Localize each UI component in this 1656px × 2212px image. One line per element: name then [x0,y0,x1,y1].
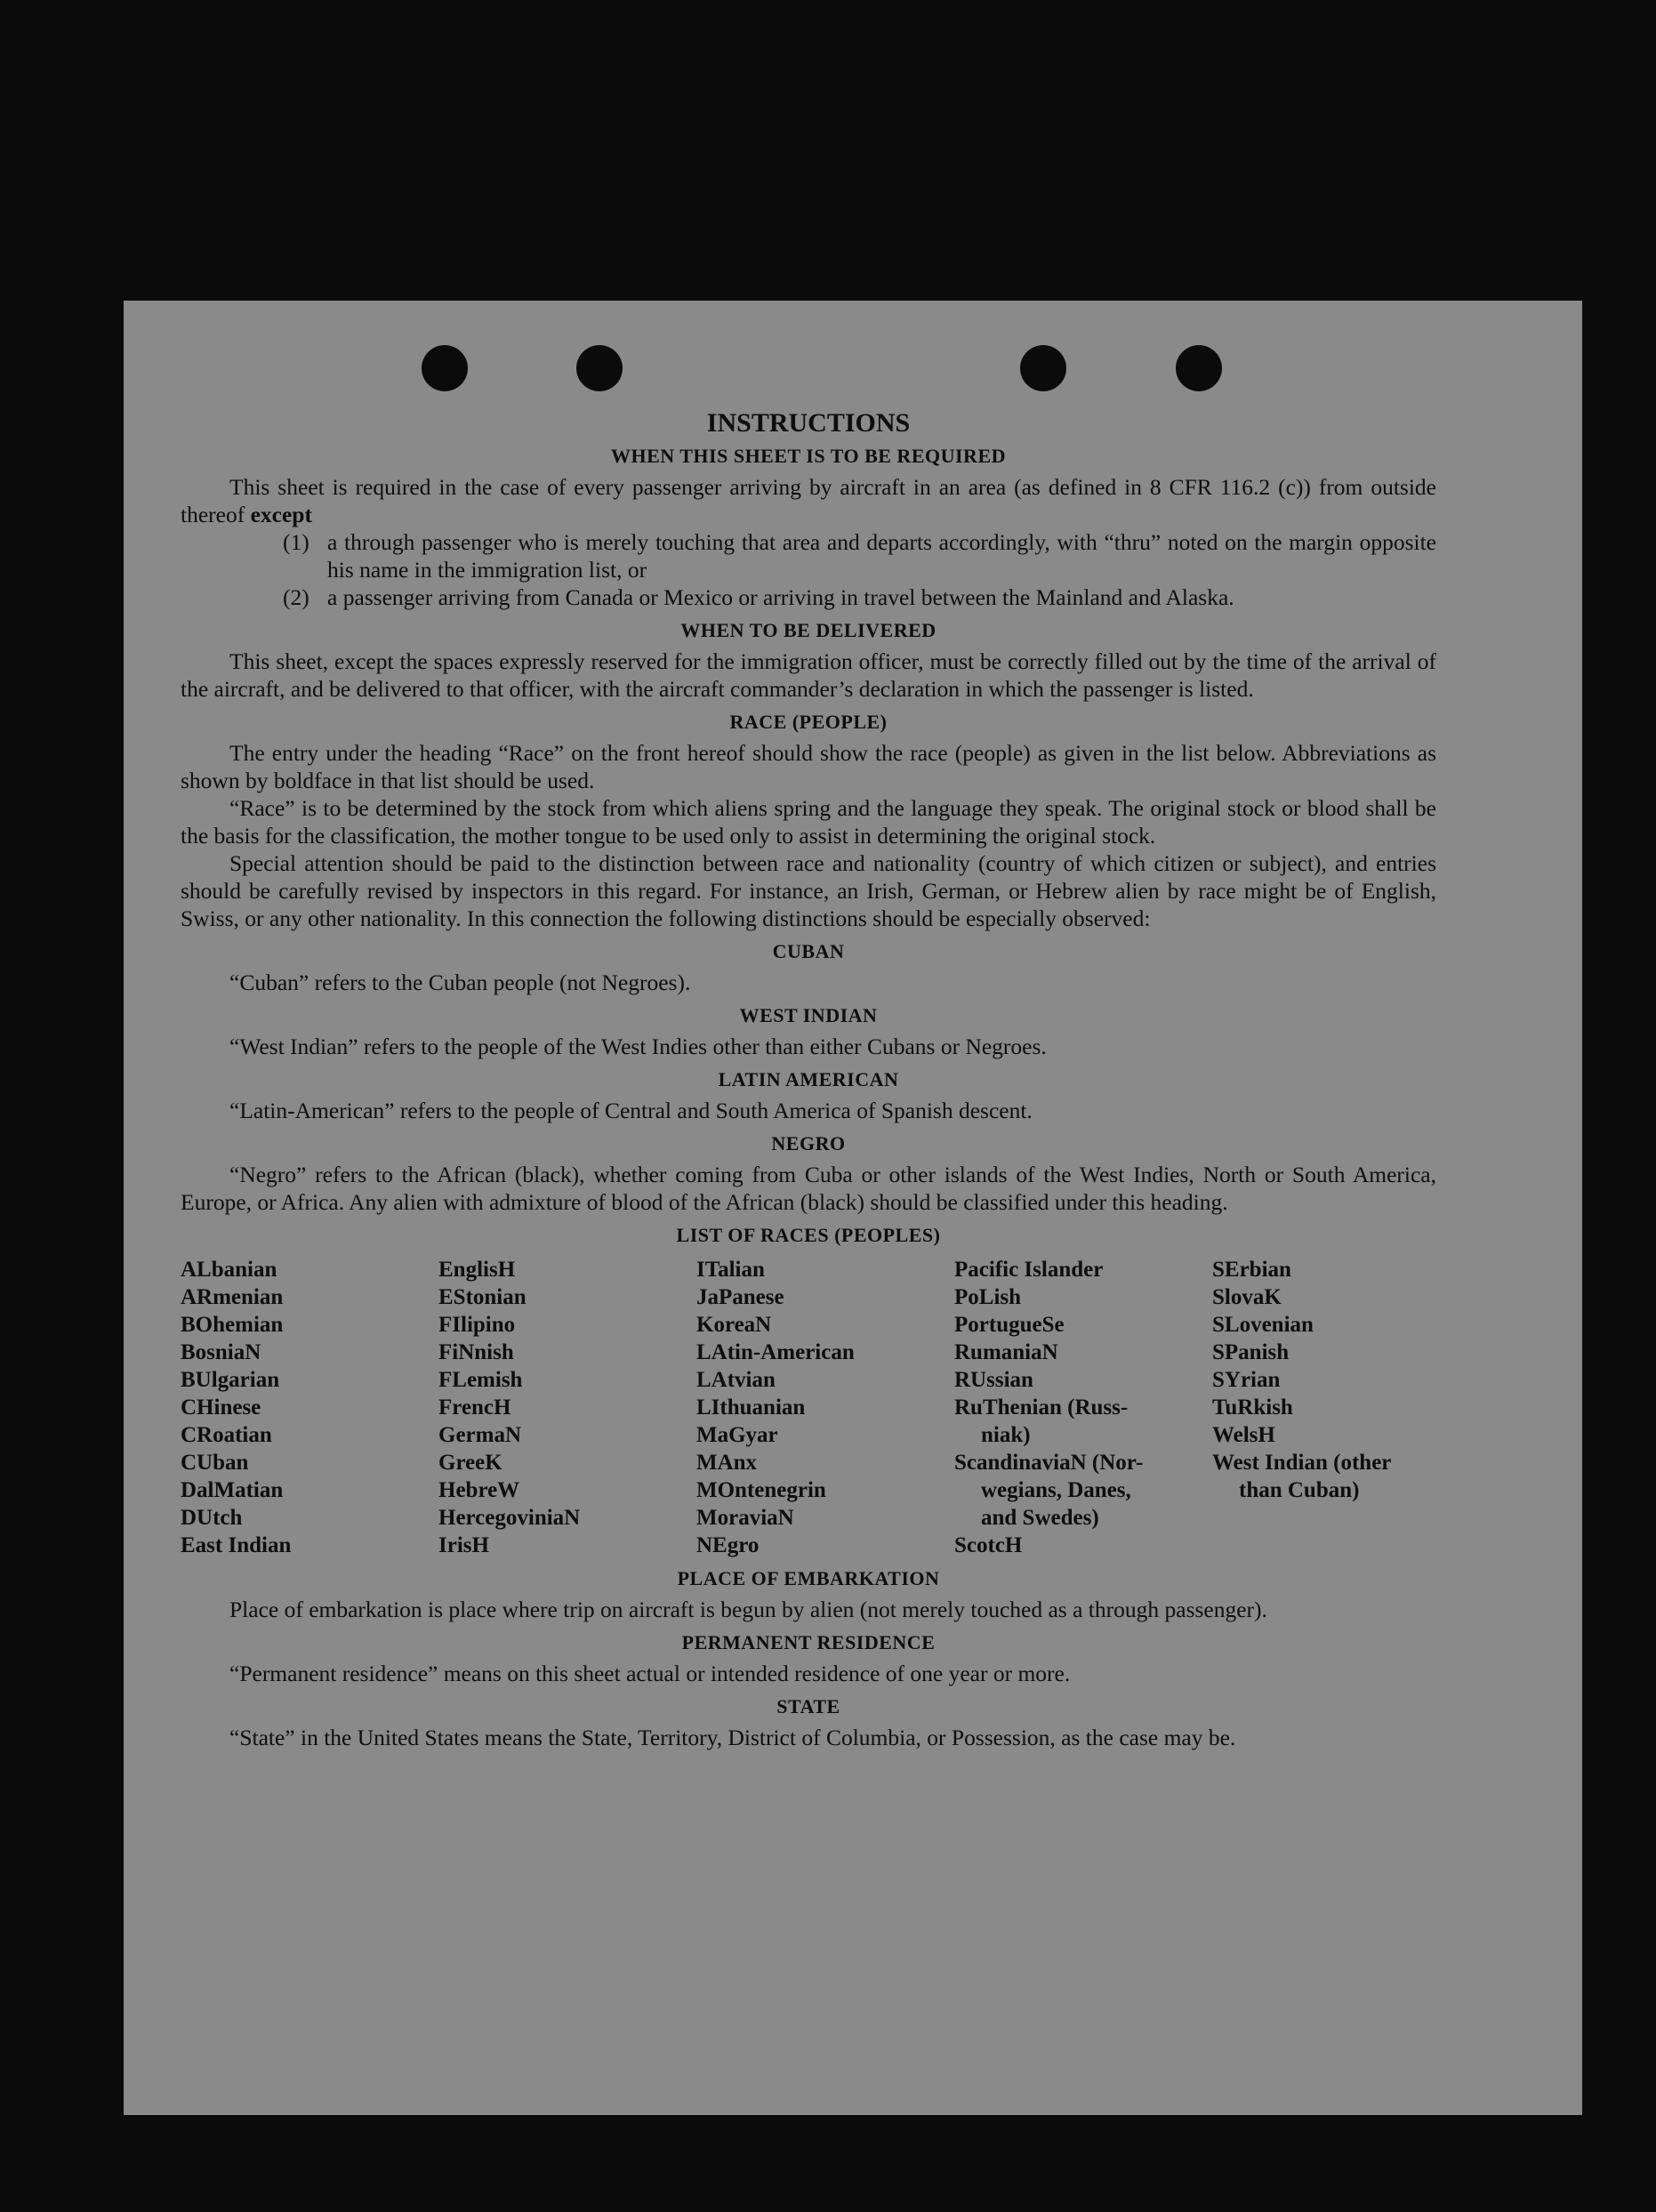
race-entry: SLovenian [1212,1313,1314,1337]
race-entry: IrisH [438,1533,489,1557]
races-column [954,1256,1212,1559]
race-entry: EnglisH [438,1258,516,1282]
intro-except: except [250,502,312,527]
race-entry: Pacific Islander [954,1258,1104,1282]
race-paragraph-1: The entry under the heading “Race” on the front hereof should show the race (people) as given in the list below. Abbreviations as shown by boldface in that list should be used. [181,740,1436,793]
latin-american-text: “Latin-American” refers to the people of Central and South America of Spanish descent. [229,1098,1033,1123]
when-required-intro [181,473,1436,528]
race-entry: DalMatian [181,1478,284,1502]
race-entry: EStonian [438,1285,527,1309]
race-entry: NEgro [696,1533,760,1557]
cuban-text: “Cuban” refers to the Cuban people (not Negroes). [229,969,691,995]
race-entry: FIlipino [438,1313,516,1337]
race-entry: GermaN [438,1423,522,1447]
section-heading-cuban: CUBAN [772,940,845,962]
punch-hole [1020,345,1066,391]
race-entry: SlovaK [1212,1285,1282,1309]
item-number: (2) [283,584,309,610]
race-entry: ITalian [696,1258,765,1282]
section-heading-residence: PERMANENT RESIDENCE [681,1631,936,1653]
punch-hole [422,345,468,391]
section-heading-state: STATE [776,1695,840,1717]
race-entry: ARmenian [181,1285,284,1309]
races-column [438,1256,696,1559]
race-paragraph-3: Special attention should be paid to the distinction between race and nationality (country of which citizen or subject), and entries should be carefully revised by inspectors in this regard. For instance, an Irish, German, or Hebrew alien by race might be of English, Swiss, or any other nationality. In this connection the following distinctions should be especially observed: [181,850,1436,931]
race-entry: LAtvian [696,1368,776,1392]
list-item [283,528,1436,583]
section-heading-list-of-races: LIST OF RACES (PEOPLES) [676,1224,941,1246]
race-entry: KoreaN [696,1313,772,1337]
race-entry: TuRkish [1212,1396,1293,1420]
race-entry: RUssian [954,1368,1033,1392]
item-text: a through passenger who is merely touching that area and departs accordingly, with “thru” noted on the margin opposite his name in the immigration list, or [327,529,1436,583]
race-entry: RumaniaN [954,1340,1058,1364]
race-entry: HebreW [438,1478,520,1502]
race-entry: BosniaN [181,1340,261,1364]
races-column [696,1256,954,1559]
race-entry: MOntenegrin [696,1478,826,1502]
race-entry: SErbian [1212,1258,1291,1282]
list-item [283,583,1436,611]
race-entry: BUlgarian [181,1368,280,1392]
page-title: INSTRUCTIONS [706,408,911,438]
race-entry: ScotcH [954,1533,1023,1557]
race-entry: East Indian [181,1533,292,1557]
race-entry: MAnx [696,1451,758,1475]
negro-text: “Negro” refers to the African (black), whether coming from Cuba or other islands of the West Indies, North or South America, Europe, or Africa. Any alien with admixture of blood of the African (black) should be classified under this heading. [181,1162,1436,1215]
race-entry: LAtin-American [696,1340,855,1364]
race-entry: MaGyar [696,1423,778,1447]
race-entry: SYrian [1212,1368,1281,1392]
race-entry: RuThenian (Russ- [954,1396,1129,1420]
section-heading-latin-american: LATIN AMERICAN [718,1068,899,1090]
punch-hole [1176,345,1222,391]
section-heading-race: RACE (PEOPLE) [729,711,888,733]
race-entry: GreeK [438,1451,502,1475]
intro-text: This sheet is required in the case of every passenger arriving by aircraft in an area (as defined in 8 CFR 116.2 (c)) from outside thereof [181,474,1436,527]
section-heading-embarkation: PLACE OF EMBARKATION [677,1567,940,1589]
item-text: a passenger arriving from Canada or Mexico or arriving in travel between the Mainland and Alaska. [327,584,1234,610]
punch-hole [576,345,623,391]
when-delivered-text: This sheet, except the spaces expressly reserved for the immigration officer, must be correctly filled out by the time of the arrival of the aircraft, and be delivered to that officer, with the aircraft commander’s declaration in which the passenger is listed. [181,648,1436,702]
race-entry: LIthuanian [696,1396,806,1420]
embarkation-text: Place of embarkation is place where trip on aircraft is begun by alien (not merely touched as a through passenger). [229,1597,1267,1622]
instructions-body [181,409,1436,1751]
race-entry: WelsH [1212,1423,1275,1447]
race-entry: DUtch [181,1506,243,1530]
race-entry: wegians, Danes, [981,1478,1131,1502]
race-entry: ScandinaviaN (Nor- [954,1451,1144,1475]
residence-text: “Permanent residence” means on this sheet actual or intended residence of one year or more. [229,1661,1071,1686]
races-list [181,1256,1436,1559]
race-paragraph-2: “Race” is to be determined by the stock from which aliens spring and the language they speak. The original stock or blood shall be the basis for the classification, the mother tongue to be used only to assist in determining the original stock. [181,795,1436,849]
item-number: (1) [283,529,309,555]
race-entry: FrencH [438,1396,511,1420]
race-entry: FiNnish [438,1340,514,1364]
west-indian-text: “West Indian” refers to the people of the West Indies other than either Cubans or Negroes. [229,1034,1047,1059]
section-heading-when-required: WHEN THIS SHEET IS TO BE REQUIRED [610,445,1007,467]
state-text: “State” in the United States means the State, Territory, District of Columbia, or Possession, as the case may be. [229,1725,1236,1750]
races-column [1212,1256,1435,1559]
section-heading-west-indian: WEST INDIAN [739,1004,878,1026]
race-entry: PoLish [954,1285,1022,1309]
race-entry: than Cuban) [1239,1478,1360,1502]
race-entry: CHinese [181,1396,261,1420]
race-entry: MoraviaN [696,1506,794,1530]
race-entry: and Swedes) [981,1506,1099,1530]
race-entry: BOhemian [181,1313,284,1337]
section-heading-negro: NEGRO [771,1132,846,1154]
race-entry: West Indian (other [1212,1451,1392,1475]
races-column [181,1256,438,1559]
race-entry: HercegoviniaN [438,1506,581,1530]
race-entry: PortugueSe [954,1313,1065,1337]
race-entry: niak) [981,1423,1031,1447]
race-entry: CRoatian [181,1423,272,1447]
race-entry: CUban [181,1451,249,1475]
race-entry: ALbanian [181,1258,277,1282]
race-entry: SPanish [1212,1340,1290,1364]
race-entry: JaPanese [696,1285,784,1309]
document-sheet [124,301,1582,2115]
section-heading-when-delivered: WHEN TO BE DELIVERED [680,619,937,641]
race-entry: FLemish [438,1368,523,1392]
